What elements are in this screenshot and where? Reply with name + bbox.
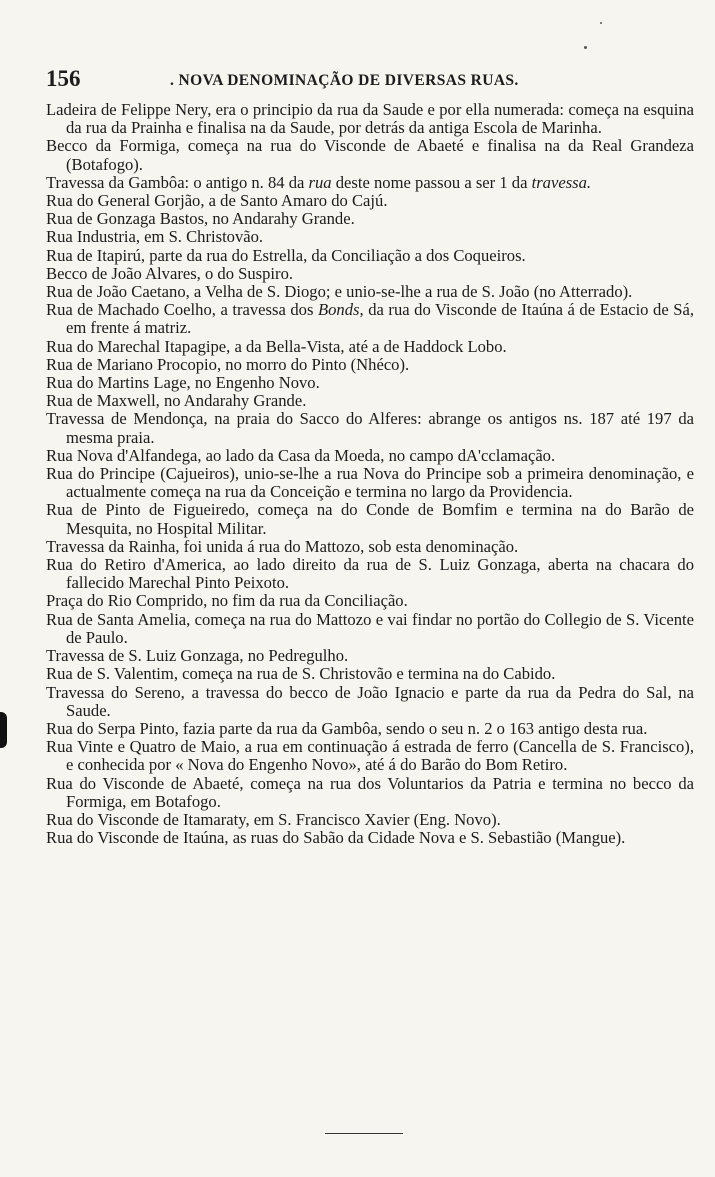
street-entry: Rua de Mariano Procopio, no morro do Pinto (Nhéco).	[46, 354, 410, 374]
street-entry: Travessa do Sereno, a travessa do becco de João Ignacio e parte da rua da Pedra do Sal, na Saude.	[46, 682, 694, 720]
street-entry: Praça do Rio Comprido, no fim da rua da Conciliação.	[46, 591, 408, 611]
street-entry: Ladeira de Felippe Nery, era o principio da rua da Saude e por ella numerada: começa na esquina da rua da Prainha e finalisa na da Saude, por detrás da antiga Escola de Marinha.	[46, 100, 694, 138]
page-number: 156	[46, 66, 81, 91]
street-entry: Rua do General Gorjão, a de Santo Amaro do Cajú.	[46, 191, 388, 211]
ink-speck	[584, 46, 587, 49]
street-list	[46, 101, 694, 847]
street-entry	[46, 301, 694, 337]
street-entry: Travessa da Rainha, foi unida á rua do Mattozo, sob esta denominação.	[46, 536, 519, 556]
street-entry: Rua do Retiro d'America, ao lado direito da rua de S. Luiz Gonzaga, aberta na chacara do fallecido Marechal Pinto Peixoto.	[46, 555, 694, 593]
entry-italic-text: rua	[308, 172, 332, 192]
entry-italic-text: Bonds	[318, 300, 360, 320]
entry-text: deste nome passou a ser 1 da	[331, 172, 532, 192]
street-entry: Rua de João Caetano, a Velha de S. Diogo; e unio-se-lhe a rua de S. João (no Atterrado).	[46, 282, 633, 302]
street-entry: Rua de Santa Amelia, começa na rua do Mattozo e vai findar no portão do Collegio de S. Vicente de Paulo.	[46, 609, 694, 647]
street-entry: Rua do Visconde de Itamaraty, em S. Francisco Xavier (Eng. Novo).	[46, 809, 501, 829]
entry-italic-text: travessa.	[531, 172, 592, 192]
street-entry: Rua de Itapirú, parte da rua do Estrella, da Conciliação a dos Coqueiros.	[46, 245, 526, 265]
ink-speck	[600, 22, 602, 24]
page-header	[46, 66, 686, 96]
street-entry: Rua de Gonzaga Bastos, no Andarahy Grande.	[46, 209, 355, 229]
street-entry: Rua do Principe (Cajueiros), unio-se-lhe a rua Nova do Principe sob a primeira denominação, e actualmente começa na rua da Conceição e termina no largo da Providencia.	[46, 464, 694, 502]
street-entry: Rua do Serpa Pinto, fazia parte da rua da Gambôa, sendo o seu n. 2 o 163 antigo desta rua.	[46, 718, 648, 738]
street-entry: Rua do Martins Lage, no Engenho Novo.	[46, 373, 320, 393]
street-entry: Rua Vinte e Quatro de Maio, a rua em continuação á estrada de ferro (Cancella de S. Francisco), e conhecida por « Nova do Engenho Novo», até á do Barão do Bom Retiro.	[46, 737, 694, 775]
street-entry: Rua do Marechal Itapagipe, a da Bella-Vista, até a de Haddock Lobo.	[46, 336, 507, 356]
street-entry: Rua Industria, em S. Christovão.	[46, 227, 264, 247]
street-entry: Rua Nova d'Alfandega, ao lado da Casa da Moeda, no campo dA'cclamação.	[46, 445, 556, 465]
street-entry: Becco de João Alvares, o do Suspiro.	[46, 263, 294, 283]
street-entry	[46, 174, 694, 192]
margin-ink-mark	[0, 712, 7, 748]
street-entry: Rua do Visconde de Itaúna, as ruas do Sabão da Cidade Nova e S. Sebastião (Mangue).	[46, 828, 626, 848]
running-title: . NOVA DENOMINAÇÃO DE DIVERSAS RUAS.	[170, 72, 519, 89]
street-entry: Rua de Maxwell, no Andarahy Grande.	[46, 391, 307, 411]
entry-text: , da rua do Visconde de Itaúna á de Estacio de Sá, em frente á matriz.	[66, 300, 694, 338]
section-end-rule	[325, 1133, 403, 1134]
street-entry: Rua de Pinto de Figueiredo, começa na do Conde de Bomfim e termina na do Barão de Mesquita, no Hospital Militar.	[46, 500, 694, 538]
entry-text: Rua de Machado Coelho, a travessa dos	[46, 300, 318, 320]
street-entry: Becco da Formiga, começa na rua do Visconde de Abaeté e finalisa na da Real Grandeza (Botafogo).	[46, 136, 694, 174]
street-entry: Rua do Visconde de Abaeté, começa na rua dos Voluntarios da Patria e termina no becco da Formiga, em Botafogo.	[46, 773, 694, 811]
street-entry: Travessa de Mendonça, na praia do Sacco do Alferes: abrange os antigos ns. 187 até 197 da mesma praia.	[46, 409, 694, 447]
street-entry: Travessa de S. Luiz Gonzaga, no Pedregulho.	[46, 646, 349, 666]
street-entry: Rua de S. Valentim, começa na rua de S. Christovão e termina na do Cabido.	[46, 664, 556, 684]
entry-text: Travessa da Gambôa: o antigo n. 84 da	[46, 172, 309, 192]
